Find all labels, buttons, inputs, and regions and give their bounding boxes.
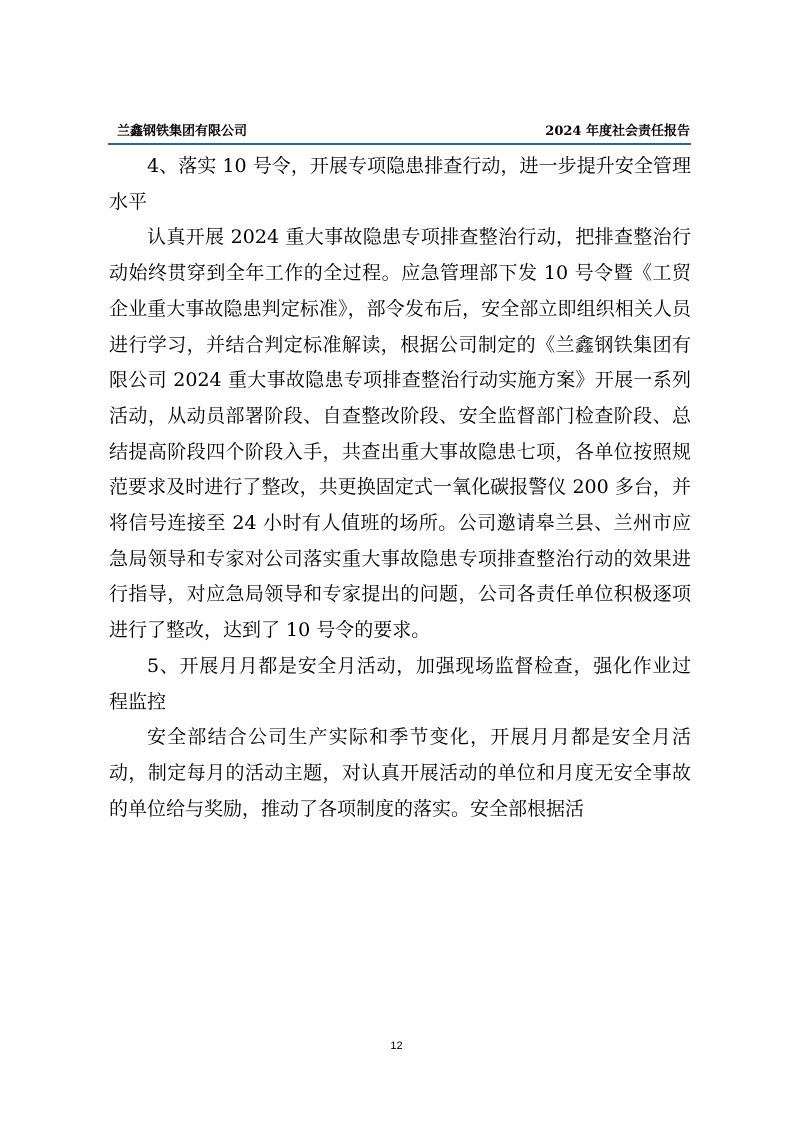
paragraph-safety-month: 安全部结合公司生产实际和季节变化，开展月月都是安全月活动，制定每月的活动主题，对认真开展活动的单位和月度无安全事故的单位给与奖励，推动了各项制度的落实。安全部根据活 — [109, 726, 691, 820]
page-number: 12 — [390, 1040, 403, 1052]
paragraph-hazard-investigation: 认真开展 2024 重大事故隐患专项排查整治行动，把排查整治行动始终贯穿到全年工作的全过程。应急管理部下发 10 号令暨《工贸企业重大事故隐患判定标准》，部令发布后，安全部立即组织相关人员进行学习，并结合判定标准解读，根据公司制定的《兰鑫钢铁集团有限公司 2024 重大事故隐患专项排查整治行动实施方案》开展一系列活动，从动员部署阶段、自查整改阶段、安全监督部门检查阶段、总结提高阶段四个阶段入手，共查出重大事故隐患七项，各单位按照规范要求及时进行了整改，共更换固定式一氧化碳报警仪 200 多台，并将信号连接至 24 小时有人值班的场所。公司邀请皋兰县、兰州市应急局领导和专家对公司落实重大事故隐患专项排查整治行动的效果进行指导，对应急局领导和专家提出的问题，公司各责任单位积极逐项进行了整改，达到了 10 号令的要求。 — [109, 226, 691, 642]
header-report-title: 2024 年度社会责任报告 — [545, 124, 690, 139]
body-text — [109, 149, 691, 827]
header-divider — [108, 143, 691, 145]
section-heading-4: 4、落实 10 号令，开展专项隐患排查行动，进一步提升安全管理水平 — [109, 155, 691, 213]
header-company-name: 兰鑫钢铁集团有限公司 — [117, 124, 248, 139]
section-heading-5: 5、开展月月都是安全月活动，加强现场监督检查，强化作业过程监控 — [109, 654, 691, 713]
